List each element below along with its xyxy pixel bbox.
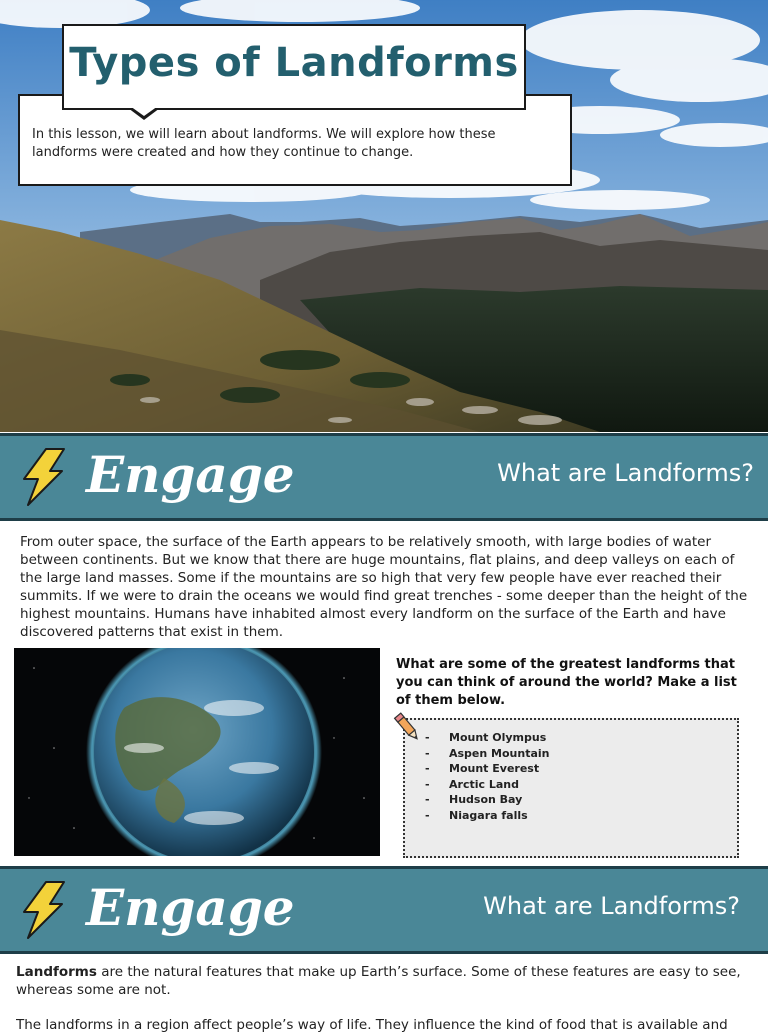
engage-label: Engage bbox=[86, 445, 295, 504]
banner-question: What are Landforms? bbox=[483, 892, 740, 920]
engage-label: Engage bbox=[86, 878, 295, 937]
list-item: - Mount Olympus bbox=[425, 731, 547, 744]
bold-term: Landforms bbox=[16, 964, 97, 980]
definition-paragraph bbox=[16, 963, 744, 999]
banner-question: What are Landforms? bbox=[497, 459, 754, 487]
list-item: - Niagara falls bbox=[425, 808, 528, 822]
landform-list bbox=[425, 730, 550, 823]
engage-banner bbox=[0, 433, 768, 521]
list-item: - Arctic Land bbox=[425, 777, 519, 791]
landform-list-box[interactable] bbox=[403, 718, 739, 858]
cutoff-paragraph: The landforms in a region affect people’s way of life. They influence the kind of food that is available and bbox=[16, 1017, 728, 1033]
definition-text: are the natural features that make up Earth’s surface. Some of these features are easy to see, whereas some are not. bbox=[16, 964, 741, 998]
title-pointer-inner bbox=[130, 106, 158, 116]
hero-landscape-image bbox=[0, 0, 768, 432]
intro-text: In this lesson, we will learn about landforms. We will explore how these landforms were created and how they continue to change. bbox=[32, 127, 496, 160]
list-item: - Aspen Mountain bbox=[425, 746, 550, 760]
lightning-bolt-icon bbox=[18, 447, 68, 507]
intro-paragraph: From outer space, the surface of the Earth appears to be relatively smooth, with large bodies of water between continents. But we know that there are huge mountains, flat plains, and deep valleys on each of the large land masses. Some if the mountains are so high that very few people have ever reached their summits. If we were to drain the oceans we would find great trenches - some deeper than the height of the highest mountains. Humans have inhabited almost every landform on the surface of the Earth and have discovered patterns that exist in them. bbox=[20, 534, 748, 640]
page-title: Types of Landforms bbox=[69, 40, 519, 86]
list-prompt: What are some of the greatest landforms that you can think of around the world? Make a list of them below. bbox=[396, 657, 737, 708]
list-item: - Hudson Bay bbox=[425, 793, 523, 806]
title-box bbox=[62, 24, 526, 110]
earth-from-space bbox=[14, 648, 380, 856]
pencil-icon bbox=[390, 710, 426, 746]
lightning-bolt-icon bbox=[18, 880, 68, 940]
list-item: - Mount Everest bbox=[425, 762, 540, 775]
engage-banner-2 bbox=[0, 866, 768, 954]
earth-image bbox=[14, 648, 380, 856]
